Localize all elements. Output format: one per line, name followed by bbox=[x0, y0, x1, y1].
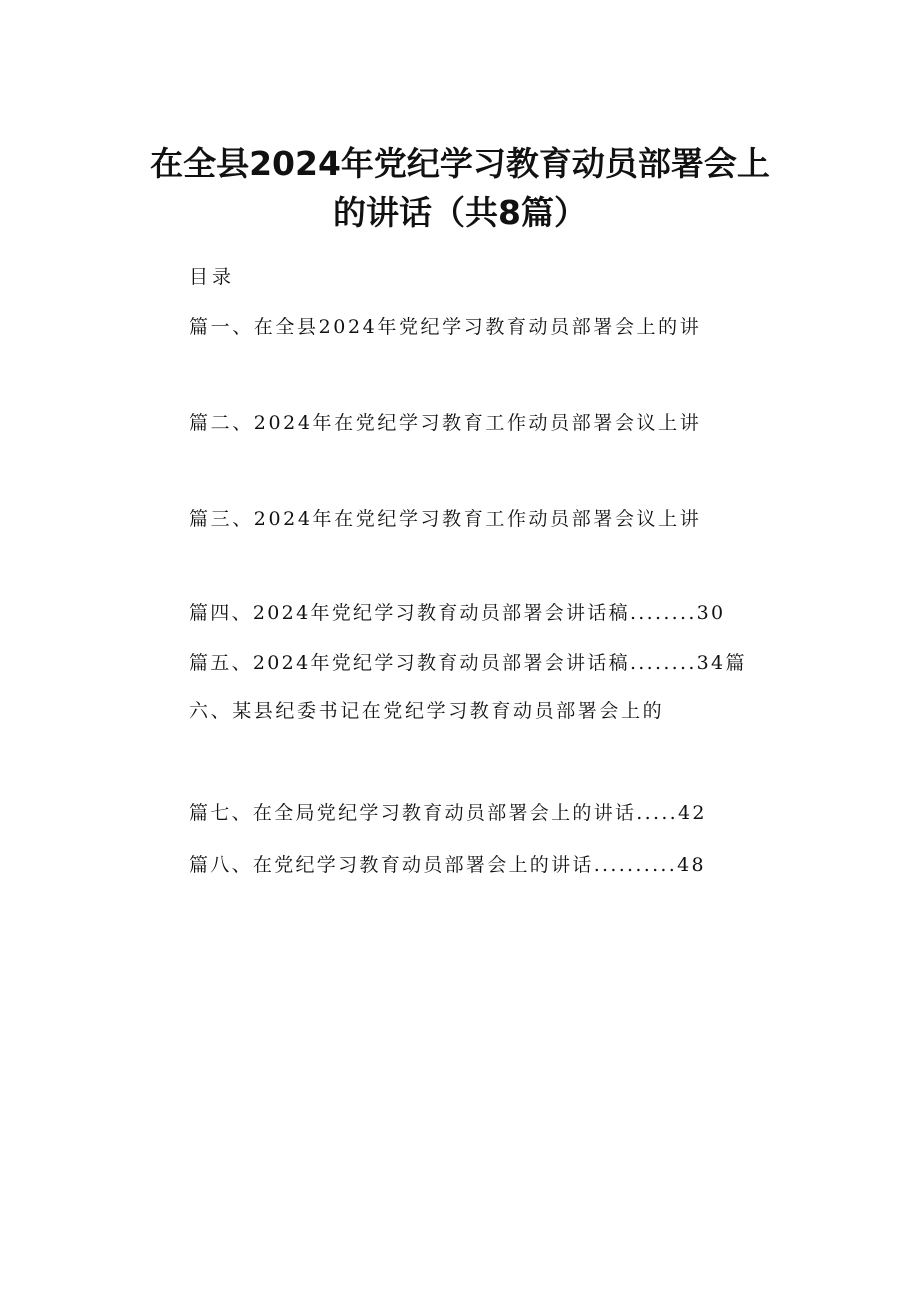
toc-entry-5: 篇五、2024年党纪学习教育动员部署会讲话稿........34篇 bbox=[189, 652, 747, 674]
toc-entry-3: 篇三、2024年在党纪学习教育工作动员部署会议上讲 bbox=[189, 508, 702, 530]
toc-entry-4: 篇四、2024年党纪学习教育动员部署会讲话稿........30 bbox=[189, 602, 726, 624]
document-title-line-1: 在全县2024年党纪学习教育动员部署会上 bbox=[150, 144, 770, 183]
toc-entry-8: 篇八、在党纪学习教育动员部署会上的讲话..........48 bbox=[189, 854, 706, 876]
toc-entry-1: 篇一、在全县2024年党纪学习教育动员部署会上的讲 bbox=[189, 316, 702, 338]
document-title-line-2: 的讲话（共8篇） bbox=[333, 193, 587, 232]
toc-entry-2: 篇二、2024年在党纪学习教育工作动员部署会议上讲 bbox=[189, 412, 702, 434]
toc-heading: 目录 bbox=[189, 266, 236, 288]
toc-entry-7: 篇七、在全局党纪学习教育动员部署会上的讲话.....42 bbox=[189, 802, 707, 824]
toc-entry-6: 六、某县纪委书记在党纪学习教育动员部署会上的 bbox=[189, 700, 665, 722]
